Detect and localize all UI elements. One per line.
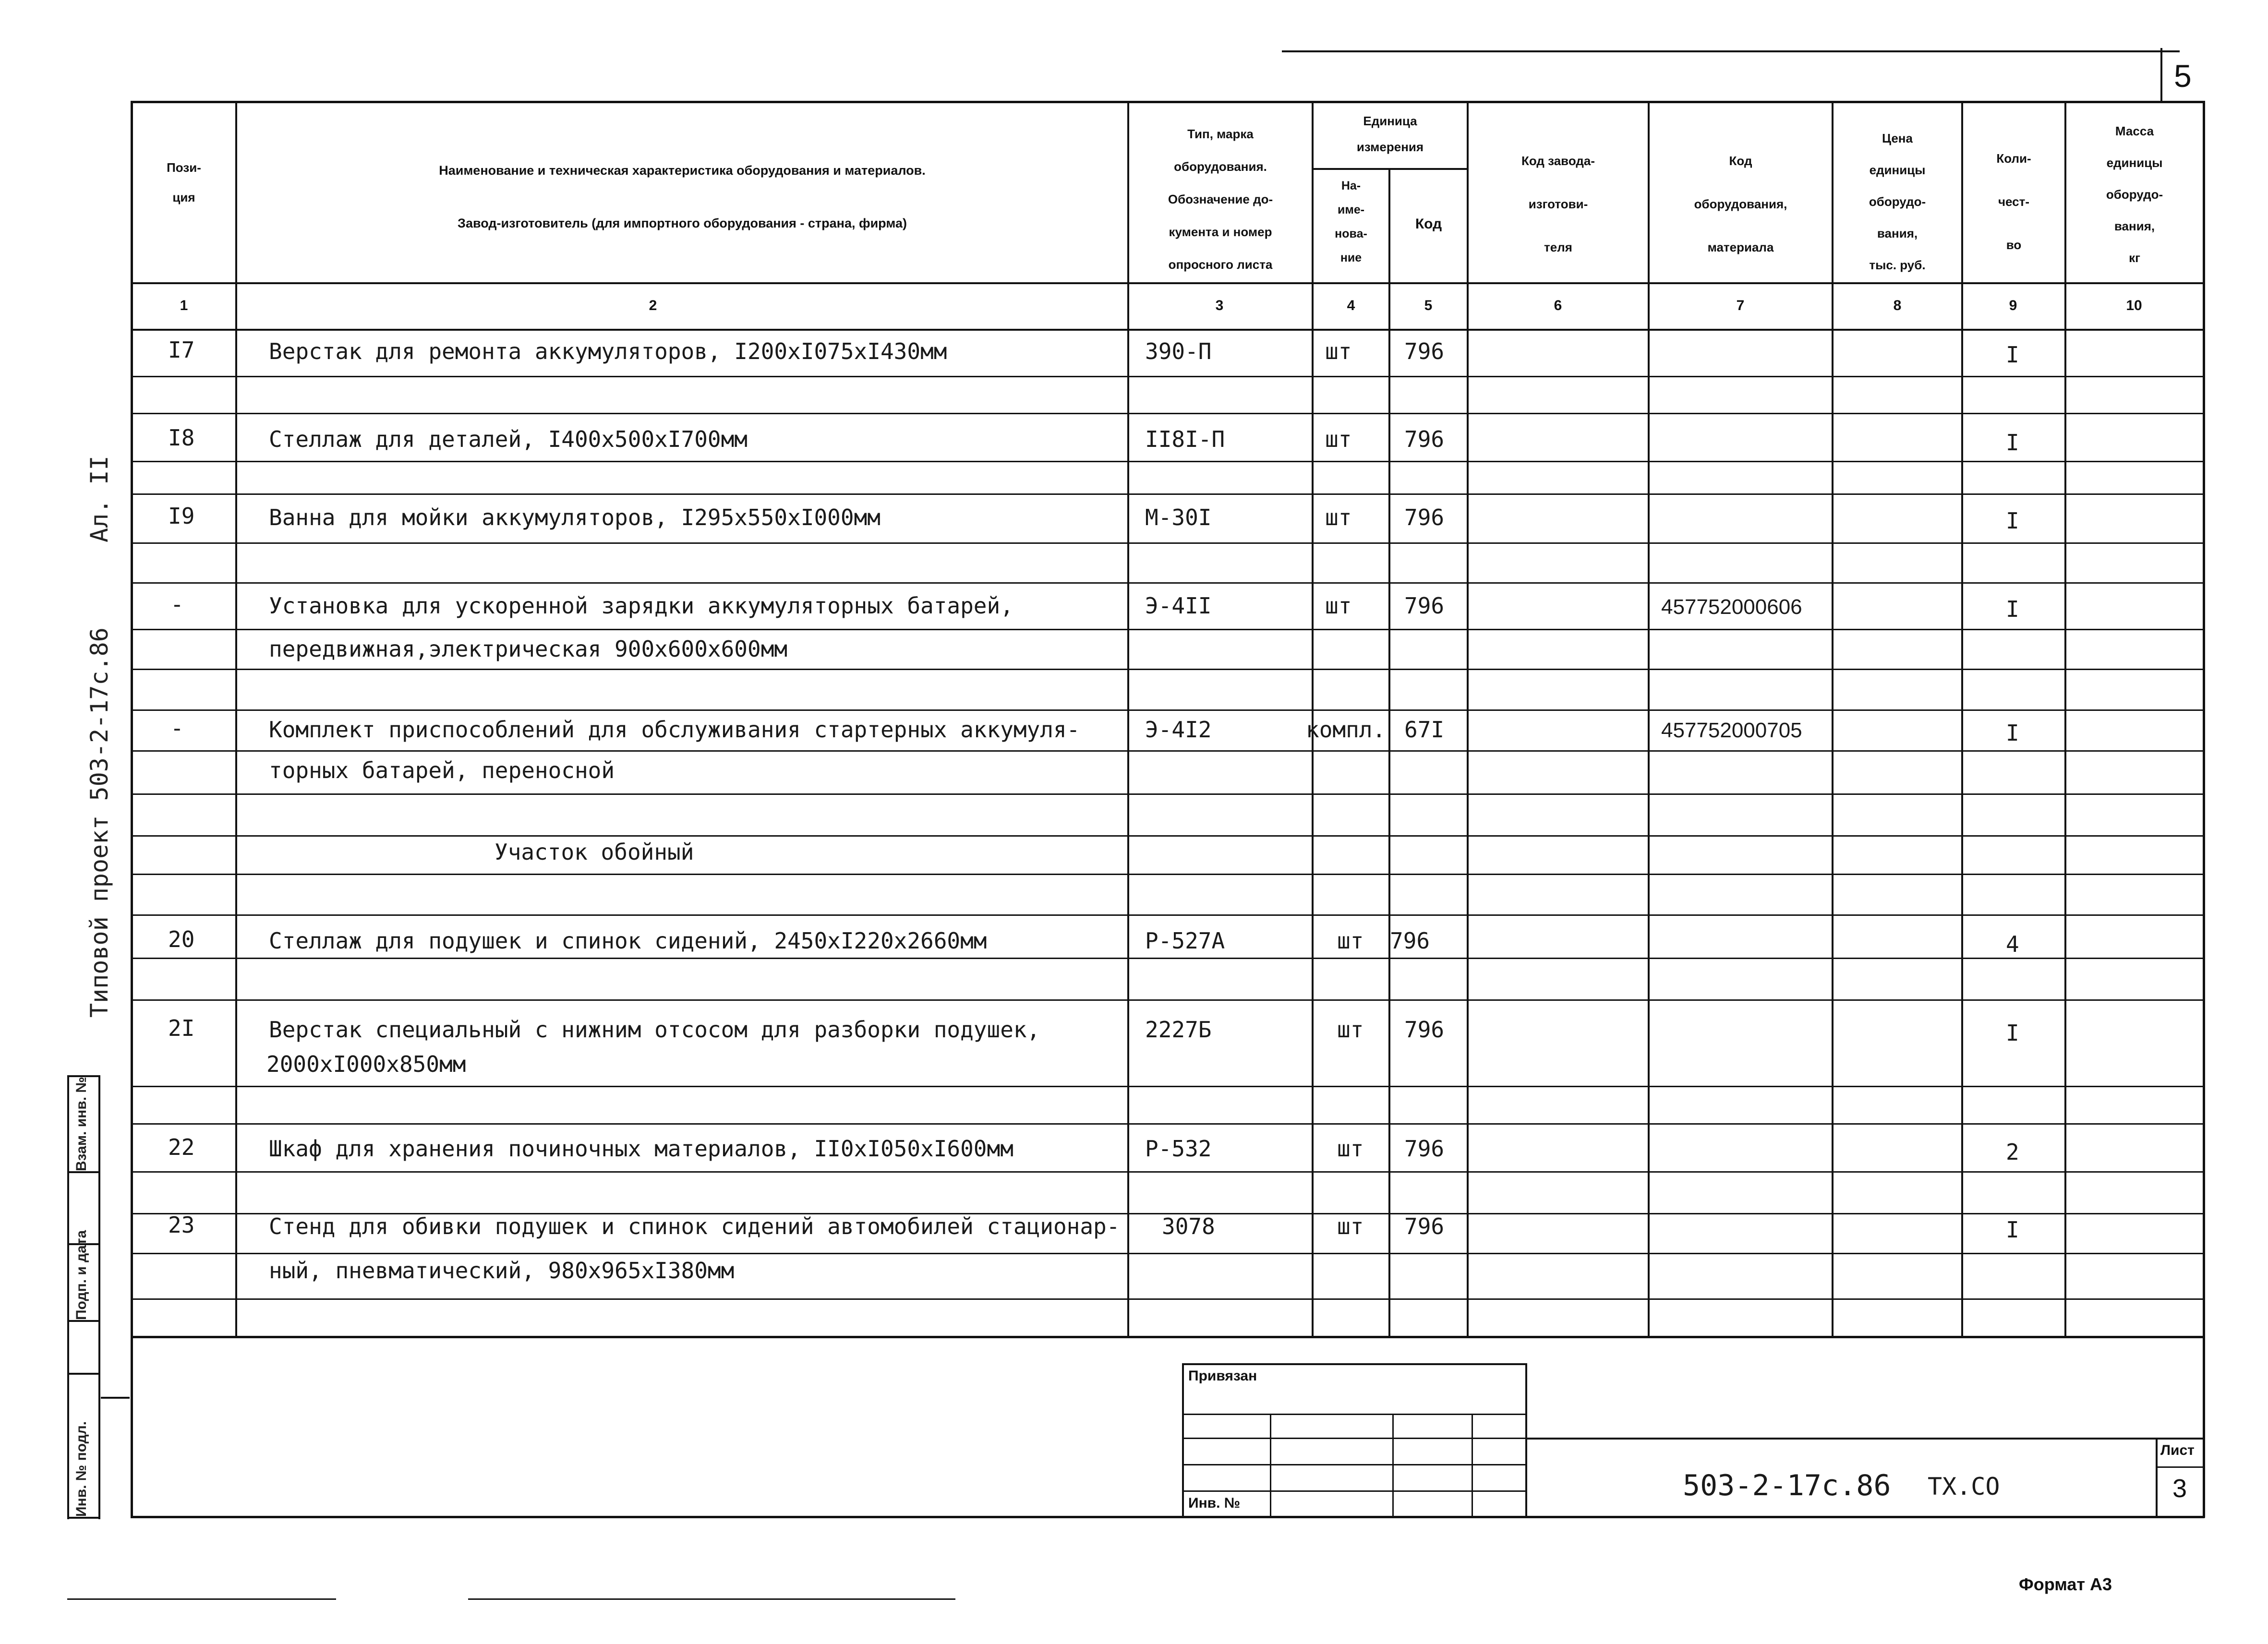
table-row-name-cont: ный, пневматический, 980x965xI380мм bbox=[269, 1258, 735, 1284]
table-row-equipment-code: 457752000606 bbox=[1661, 595, 1802, 619]
table-row-name-cont: передвижная,электрическая 900x600x600мм bbox=[269, 636, 788, 662]
table-row-quantity: 4 bbox=[2006, 931, 2019, 957]
table-row-unit: шт bbox=[1337, 928, 1364, 954]
side-label-vzam: Взам. инв. № bbox=[73, 1077, 89, 1171]
table-row-name: Верстак специальный с нижним отсосом для разборки подушек, bbox=[269, 1017, 1040, 1043]
table-row-unit-code: 796 bbox=[1404, 1136, 1445, 1162]
table-row-name-cont: торных батарей, переносной bbox=[269, 757, 615, 783]
table-row-quantity: I bbox=[2006, 1217, 2019, 1243]
column-number: 9 bbox=[2009, 298, 2017, 313]
header-price: Цена единицы оборудо- вания, тыс. руб. bbox=[1869, 131, 1926, 272]
table-row-position: I8 bbox=[168, 425, 195, 451]
table-row-type: 2227Б bbox=[1145, 1017, 1212, 1043]
sheet-label: Лист bbox=[2160, 1442, 2195, 1458]
document-mark: ТХ.СО bbox=[1928, 1473, 2000, 1500]
table-row-name: Ванна для мойки аккумуляторов, I295x550xI000мм bbox=[269, 504, 881, 530]
table-row-unit: компл. bbox=[1306, 717, 1386, 743]
table-row-quantity: I bbox=[2006, 1020, 2019, 1046]
table-row-unit: шт bbox=[1325, 426, 1352, 452]
table-row-position: I7 bbox=[168, 337, 195, 363]
header-type: Тип, марка оборудования. Обозначение до- кумента и номер опросного листа bbox=[1168, 127, 1273, 272]
side-project-stamp: Типовой проект 503-2-17с.86 bbox=[85, 627, 113, 1018]
table-row-unit: шт bbox=[1325, 338, 1352, 364]
side-album-mark: Ал. II bbox=[85, 456, 113, 542]
table-row-unit-code: 796 bbox=[1404, 426, 1445, 452]
side-label-inv: Инв. № подл. bbox=[73, 1421, 89, 1517]
column-number: 1 bbox=[180, 298, 188, 313]
table-row-type: Э-4II bbox=[1145, 593, 1212, 619]
column-number: 4 bbox=[1347, 298, 1355, 313]
table-row-type: 3078 bbox=[1162, 1213, 1215, 1239]
column-number: 3 bbox=[1215, 298, 1224, 313]
column-number: 8 bbox=[1893, 298, 1902, 313]
table-row-type: II8I-П bbox=[1145, 426, 1225, 452]
table-row-quantity: I bbox=[2006, 596, 2019, 622]
table-row-position: 2I bbox=[168, 1015, 195, 1041]
table-row-quantity: I bbox=[2006, 508, 2019, 534]
header-unit-group: Единица измерения bbox=[1356, 114, 1424, 154]
column-number: 6 bbox=[1554, 298, 1562, 313]
table-row-type: М-30I bbox=[1145, 504, 1212, 530]
side-label-podp: Подп. и дата bbox=[73, 1230, 89, 1320]
table-row-position: 22 bbox=[168, 1134, 195, 1160]
table-row-type: Р-532 bbox=[1145, 1136, 1212, 1162]
document-code: 503-2-17с.86 bbox=[1683, 1469, 1891, 1502]
header-equipment-code: Код оборудования, материала bbox=[1694, 154, 1787, 254]
table-row-type: Р-527А bbox=[1145, 928, 1225, 954]
table-row-unit-code: 796 bbox=[1390, 928, 1430, 954]
table-row-name: Установка для ускоренной зарядки аккумуляторных батарей, bbox=[269, 593, 1013, 619]
sheet-number: 3 bbox=[2172, 1474, 2187, 1503]
sheet-corner-number: 5 bbox=[2174, 58, 2192, 94]
table-row-quantity: 2 bbox=[2006, 1139, 2019, 1165]
column-number: 7 bbox=[1736, 298, 1745, 313]
table-row-position: I9 bbox=[168, 503, 195, 529]
table-row-equipment-code: 457752000705 bbox=[1661, 719, 1802, 742]
table-row-unit-code: 796 bbox=[1404, 593, 1445, 619]
header-quantity: Коли- чест- во bbox=[1996, 151, 2031, 252]
table-row-name: Стеллаж для подушек и спинок сидений, 2450xI220x2660мм bbox=[269, 928, 987, 954]
header-name: Наименование и техническая характеристика оборудования и материалов. Завод-изготовитель (для импортного оборудования - страна, фирма) bbox=[439, 163, 926, 230]
header-unit-name: На- име- нова- ние bbox=[1335, 179, 1367, 264]
table-row-unit-code: 796 bbox=[1404, 338, 1445, 364]
table-row-quantity: I bbox=[2006, 720, 2019, 746]
table-row-unit-code: 796 bbox=[1404, 504, 1445, 530]
table-row-position: - bbox=[170, 591, 184, 617]
table-row-name-cont: 2000xI000x850мм bbox=[266, 1051, 466, 1077]
stamp-privyazan: Привязан bbox=[1188, 1368, 1257, 1384]
table-row-position: - bbox=[170, 715, 184, 741]
table-row-quantity: I bbox=[2006, 342, 2019, 368]
format-label: Формат А3 bbox=[2019, 1574, 2112, 1594]
table-row-unit: шт bbox=[1337, 1136, 1364, 1162]
table-row-unit-code: 796 bbox=[1404, 1017, 1445, 1043]
table-row-unit-code: 796 bbox=[1404, 1213, 1445, 1239]
header-unit-code: Код bbox=[1415, 216, 1442, 232]
table-row-type: Э-4I2 bbox=[1145, 717, 1212, 743]
table-row-position: 23 bbox=[168, 1212, 195, 1238]
table-row-unit: шт bbox=[1337, 1017, 1364, 1043]
section-title: Участок обойный bbox=[495, 839, 694, 865]
table-row-position: 20 bbox=[168, 926, 195, 952]
table-row-name: Верстак для ремонта аккумуляторов, I200xI075xI430мм bbox=[269, 338, 947, 364]
table-row-name: Стеллаж для деталей, I400x500xI700мм bbox=[269, 426, 748, 452]
header-position: Пози- ция bbox=[167, 160, 201, 204]
table-row-unit: шт bbox=[1325, 593, 1352, 619]
column-number: 5 bbox=[1424, 298, 1433, 313]
table-row-unit: шт bbox=[1325, 504, 1352, 530]
header-mass: Масса единицы оборудо- вания, кг bbox=[2106, 124, 2163, 265]
table-row-unit-code: 67I bbox=[1404, 717, 1445, 743]
column-number: 2 bbox=[649, 298, 657, 313]
header-factory-code: Код завода- изготови- теля bbox=[1521, 154, 1595, 254]
table-row-quantity: I bbox=[2006, 430, 2019, 456]
stamp-inv-no: Инв. № bbox=[1188, 1495, 1241, 1511]
table-row-name: Шкаф для хранения починочных материалов, II0xI050xI600мм bbox=[269, 1136, 1013, 1162]
column-number: 10 bbox=[2126, 298, 2142, 313]
table-row-name: Комплект приспособлений для обслуживания стартерных аккумуля- bbox=[269, 717, 1080, 743]
table-row-unit: шт bbox=[1337, 1213, 1364, 1239]
table-row-type: 390-П bbox=[1145, 338, 1212, 364]
table-row-name: Стенд для обивки подушек и спинок сидений автомобилей стационар- bbox=[269, 1213, 1120, 1239]
